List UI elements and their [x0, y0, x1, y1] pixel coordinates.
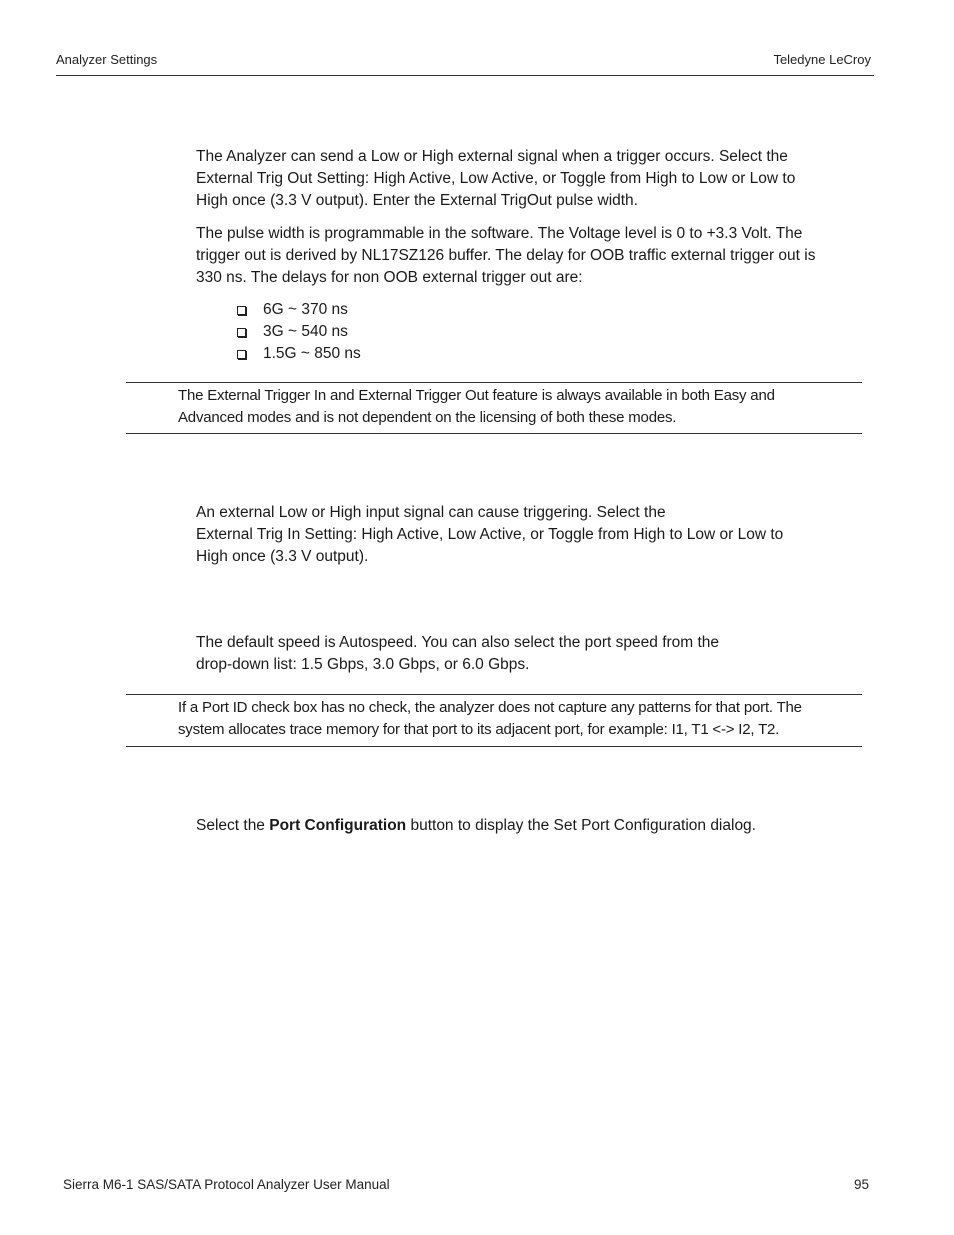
port-configuration-paragraph — [196, 815, 876, 837]
text-run: Select the — [196, 817, 270, 834]
list-item-text: 3G ~ 540 ns — [263, 323, 348, 340]
text-run: button to display the Set Port Configuration dialog. — [406, 817, 756, 834]
trig-out-paragraph — [196, 146, 876, 212]
paragraph-line: trigger out is derived by NL17SZ126 buffer. The delay for OOB traffic external trigger out is — [196, 247, 816, 264]
paragraph-line: 330 ns. The delays for non OOB external trigger out are: — [196, 269, 583, 286]
paragraph-line: The default speed is Autospeed. You can also select the port speed from the — [196, 634, 720, 651]
paragraph-line: High once (3.3 V output). Enter the External TrigOut pulse width. — [196, 192, 638, 209]
paragraph-line: High once (3.3 V output). — [196, 548, 369, 565]
list-item — [236, 343, 361, 365]
paragraph-line: External Trig Out Setting: High Active, Low Active, or Toggle from High to Low or Low to — [196, 170, 796, 187]
checkbox-bullet-icon — [237, 328, 246, 337]
page-number: 95 — [853, 1177, 869, 1192]
note-line: The External Trigger In and External Trigger Out feature is always available in both Easy and — [178, 387, 775, 404]
list-item — [236, 299, 361, 321]
footer-manual-title: Sierra M6-1 SAS/SATA Protocol Analyzer User Manual — [63, 1177, 390, 1192]
trigger-delay-list — [236, 299, 361, 365]
note-box-port-id — [126, 694, 862, 747]
paragraph-line: The Analyzer can send a Low or High external signal when a trigger occurs. Select the — [196, 148, 788, 165]
paragraph-line: External Trig In Setting: High Active, Low Active, or Toggle from High to Low or Low to — [196, 526, 784, 543]
checkbox-bullet-icon — [237, 306, 246, 315]
list-item — [236, 321, 361, 343]
running-header-company: Teledyne LeCroy — [773, 52, 871, 67]
pulse-width-paragraph — [196, 223, 876, 289]
checkbox-bullet-icon — [237, 350, 246, 359]
paragraph-line: An external Low or High input signal can cause triggering. Select the — [196, 504, 666, 521]
port-configuration-button-name: Port Configuration — [269, 817, 407, 834]
note-line: system allocates trace memory for that port to its adjacent port, for example: I1, T1 <-> I2, T2. — [178, 721, 780, 738]
header-divider — [56, 75, 874, 76]
running-header-section: Analyzer Settings — [56, 52, 158, 67]
list-item-text: 1.5G ~ 850 ns — [263, 345, 361, 362]
speed-paragraph — [196, 632, 876, 676]
list-item-text: 6G ~ 370 ns — [263, 301, 348, 318]
paragraph-line: The pulse width is programmable in the software. The Voltage level is 0 to +3.3 Volt. The — [196, 225, 803, 242]
note-line: If a Port ID check box has no check, the analyzer does not capture any patterns for that port. The — [178, 699, 802, 716]
paragraph-line — [196, 815, 876, 837]
note-line: Advanced modes and is not dependent on the licensing of both these modes. — [178, 409, 677, 426]
note-box-trigger-availability — [126, 382, 862, 434]
trig-in-paragraph — [196, 502, 876, 568]
paragraph-line: drop-down list: 1.5 Gbps, 3.0 Gbps, or 6.0 Gbps. — [196, 656, 530, 673]
